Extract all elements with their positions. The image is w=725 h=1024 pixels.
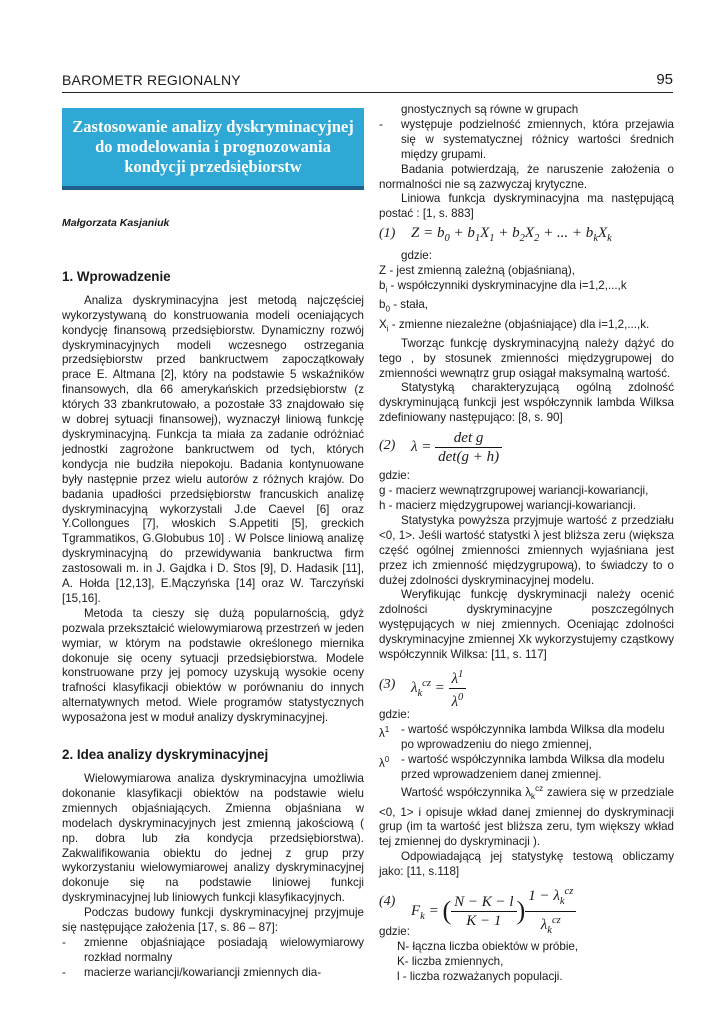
section-heading-1: 1. Wprowadzenie [62,268,171,284]
equation-3: (3) $\lambda_k^{cz}$ = $\frac{\lambda^1}{\lambda^0}$ [379,666,674,706]
right-column [379,103,674,985]
paragraph: Wartość współczynnika $\lambda_k^{cz}$ zawiera się w przedziale <0, 1> i opisuje wkład danej zmiennej do dyskryminacji grup (im ta wartość jest bliższa zeru, tym większy wkład tej zmiennej do dyskryminacji ). [379,784,674,849]
paragraph: Statystyką charakteryzującą ogólną zdolność dyskryminującą funkcji jest współczynnik lambda Wilksa zdefiniowany następująco: [8, s. 90] [379,381,674,425]
paragraph: Liniowa funkcja dyskryminacyjna ma następującą postać : [1, s. 883] [379,192,674,221]
where-label: gdzie: [379,925,410,939]
paragraph: Wielowymiarowa analiza dyskryminacyjna umożliwia dokonanie klasyfikacji obiektów na podstawie wielu zmiennych objaśniających. Zmienna objaśniana w modelach dyskryminacyjnych jest zmienną jakościową ( np. dobra lub zła kondycja przedsiębiorstwa). Zakwalifikowania obiektu do jednej z grup przy wykorzystaniu wielowymiarowej analizy dyskryminacyjnej dokonuje się na podstawie liniowej funkcji dyskryminacyjnej lub liniowych funkcji klasyfikacyjnych. [62,772,364,905]
list-item: - występuje podzielność zmiennych, która przejawia się w systematycznej różnicy wartości średnich między grupami. [379,117,674,161]
definitions-2: g - macierz wewnątrzgrupowej wariancji-kowariancji, h - macierz międzygrupowej wariancji-kowariancji. [379,484,649,512]
list-item: - zmienne objaśniające posiadają wielowymiarowy rozkład normalny [62,935,364,964]
running-header [62,70,673,93]
page-number: 95 [656,71,673,88]
list-item-continued: gnostycznych są równe w grupach [401,103,579,116]
definitions-4: N- łączna liczba obiektów w próbie, K- liczba zmiennych, l - liczba rozważanych populacji. [397,939,579,983]
author: Małgorzata Kasjaniuk [62,217,170,229]
paragraph: Tworząc funkcję dyskryminacyjną należy dążyć do tego , by stosunek zmienności międzygrupowej do zmienności wewnątrz grup osiągał maksymalną wartość. [379,336,674,380]
left-column [62,108,364,981]
paragraph: Statystyka powyższa przyjmuje wartość z przedziału <0, 1>. Jeśli wartość statystki λ jest bliższa zeru (większa część ogólnej zmienności zmiennych wyjaśniana jest przez ich zmienność międzygrupową), to świadczy to o dużej zdolności dyskryminacyjnej modelu. [379,513,674,587]
where-label: gdzie: [379,469,410,483]
section-heading-2: 2. Idea analizy dyskryminacyjnej [62,747,269,763]
equation-4: (4) $F_k$ = ( $\frac{N - K - l}{K - 1}$ ) $1 - \lambda_k^{cz}$ $\lambda_k^{cz}$ [379,883,674,923]
paragraph: Odpowiadającą jej statystykę testową obliczamy jako: [11, s.118] [379,850,674,879]
list-item: - macierze wariancji/kowariancji zmiennych dia- [62,965,322,979]
paragraph: Metoda ta cieszy się dużą popularnością, gdyż pozwala przekształcić wielowymiarową przestrzeń w jeden wymiar, w którym na podstawie określonego miernika dokonuje się oceny sytuacji przedsiębiorstwa. Modele konstruowane przy jej pomocy uzyskują wysokie oceny trafności klasyfikacji obiektów w porównaniu do innych alternatywnych metod. Wiele programów statystycznych wyposażona jest w moduł analizy dyskryminacyjnej. [62,606,364,725]
paragraph: Badania potwierdzają, że naruszenie założenia o normalności nie są zazwyczaj krytyczne. [379,162,674,191]
article-title: Zastosowanie analizy dyskryminacyjnej do modelowania i prognozowania kondycji przedsiębiorstw [62,108,364,190]
where-label: gdzie: [401,249,432,263]
equation-1: (1) $Z = b_0 + b_1X_1 + b_2X_2$ + ... + $b_kX_k$ [379,225,612,245]
paragraph: Weryfikując funkcję dyskryminacji należy ocenić zdolności dyskryminacyjne poszczególnych występujących w niej zmiennych. Oceniając zdolności dyskryminacyjne zmiennej Xk wykorzystujemy cząstkowy współczynnik Wilksa: [11, s. 117] [379,588,674,662]
journal-title: BAROMETR REGIONALNY [62,72,241,88]
paragraph: Podczas budowy funkcji dyskryminacyjnej przyjmuje się następujące założenia [17, s. 86 – 87]: [62,906,364,935]
equation-2: (2) λ = det g det(g + h) [379,429,674,467]
definitions-3: $\lambda^1$ - wartość współczynnika lambda Wilksa dla modelu po wprowadzeniu do niego zmiennej, $\lambda^0$ - wartość współczynnika lambda Wilksa dla modelu przed wprowadzeniem danej zmiennej. [379,722,665,781]
where-label: gdzie: [379,707,410,721]
definitions-1: Z - jest zmienną zależną (objaśnianą), $b_i$ - współczynniki dyskryminacyjne dla i=1,2,...,k $b_0$ - stała, $X_i$ - zmienne niezależne (objaśniające) dla i=1,2,...,k. [379,264,650,333]
paragraph: Analiza dyskryminacyjna jest metodą najczęściej wykorzystywaną do konstruowania modeli oceniających kondycję finansową przedsiębiorstw. Dynamiczny rozwój dyskryminacyjnych modeli wczesnego ostrzegania przedsiębiorstw przed bankructwem zapoczątkowały prace E. Altmana [2], który na podstawie 5 wskaźników finansowych, dla 66 amerykańskich przedsiębiorstw (z których 33 zbankrutowało, a pozostałe 33 znajdowało się w dobrej sytuacji finansowej), wyznaczył liniową funkcję dyskryminacyjną. Funkcja ta miała za zadanie odróżniać jednostki zagrożone bankructwem od tych, których kondycja nie budziła niepokoju. Badania kontynuowane były następnie przez wielu autorów z różnych krajów. Do badania upadłości przedsiębiorstw francuskich analizę dyskryminacyjną wykorzystali J.de Caevel [6] oraz Y.Collongues [7], włoskich S.Appetiti [5], greckich Tgrammatikos, G.Globubus 10] . W Polsce liniową analizę dyskryminacyjną do przewidywania bankructwa firm zastosowali m. in J. Gajdka i D. Stos [9], D. Hadasik [11], A. Hołda [12,13], E.Mączyńska [14] oraz W. Tarczyński [15,16]. [62,293,364,605]
